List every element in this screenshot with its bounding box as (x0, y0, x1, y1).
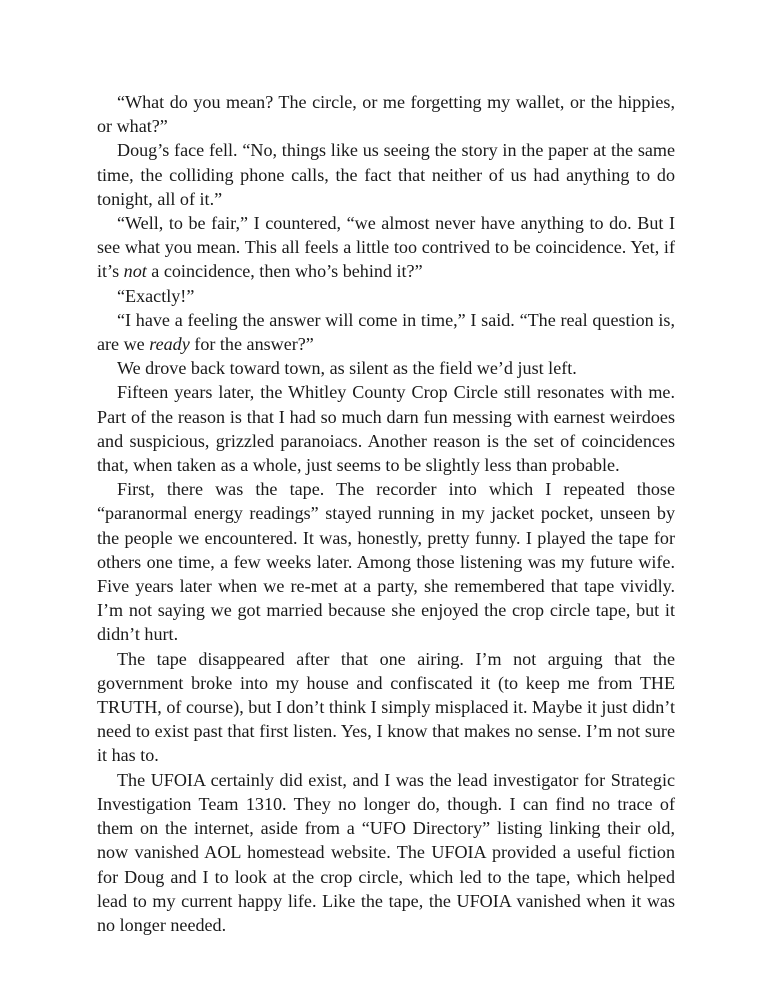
paragraph-2 (97, 138, 675, 211)
paragraph-10-text: The UFOIA certainly did exist, and I was the lead investigator for Strategic Investigation Team 1310. They no longer do, though. I can find no trace of them on the internet, aside from a “UFO Directory” listing linking their old, now vanished AOL homestead website. The UFOIA provided a useful fiction for Doug and I to look at the crop circle, which led to the tape, which helped lead to my current happy life. Like the tape, the UFOIA vanished when it was no longer needed. (97, 769, 675, 935)
paragraph-7-text: Fifteen years later, the Whitley County Crop Circle still resonates with me. Part of the reason is that I had so much darn fun messing with earnest weirdoes and suspicious, grizzled paranoiacs. Another reason is the set of coincidences that, when taken as a whole, just seems to be slightly less than probable. (97, 382, 675, 476)
paragraph-8 (97, 477, 675, 646)
paragraph-1 (97, 90, 675, 138)
paragraph-5-text-b: for the answer?” (189, 334, 314, 355)
paragraph-1-text: “What do you mean? The circle, or me forgetting my wallet, or the hippies, or what?” (97, 92, 675, 137)
paragraph-5-emphasis: ready (149, 334, 190, 355)
paragraph-3 (97, 211, 675, 284)
paragraph-8-text: First, there was the tape. The recorder into which I repeated those “paranormal energy readings” stayed running in my jacket pocket, unseen by the people we encountered. It was, honestly, pretty funny. I played the tape for others one time, a few weeks later. Among those listening was my future wife. Five years later when we re-met at a party, she remembered that tape vividly. I’m not saying we got married because she enjoyed the crop circle tape, but it didn’t hurt. (97, 479, 675, 645)
paragraph-5 (97, 308, 675, 356)
paragraph-3-text-b: a coincidence, then who’s behind it?” (146, 261, 423, 282)
paragraph-4-text: “Exactly!” (117, 285, 195, 306)
paragraph-3-emphasis: not (123, 261, 147, 282)
paragraph-6-text: We drove back toward town, as silent as the field we’d just left. (117, 358, 577, 379)
book-page-body (97, 90, 675, 937)
paragraph-4 (97, 284, 675, 308)
paragraph-3-text-a: “Well, to be fair,” I countered, “we almost never have anything to do. But I see what you mean. This all feels a little too contrived to be coincidence. Yet, if it’s (97, 213, 675, 282)
paragraph-6 (97, 356, 675, 380)
paragraph-2-text: Doug’s face fell. “No, things like us seeing the story in the paper at the same time, the colliding phone calls, the fact that neither of us had anything to do tonight, all of it.” (97, 140, 675, 209)
paragraph-9 (97, 647, 675, 768)
paragraph-10 (97, 768, 675, 937)
paragraph-5-text-a: “I have a feeling the answer will come in time,” I said. “The real question is, are we (97, 309, 675, 355)
paragraph-9-text: The tape disappeared after that one airing. I’m not arguing that the government broke into my house and confiscated it (to keep me from THE TRUTH, of course), but I don’t think I simply misplaced it. Maybe it just didn’t need to exist past that first listen. Yes, I know that makes no sense. I’m not sure it has to. (97, 648, 675, 766)
paragraph-7 (97, 380, 675, 477)
